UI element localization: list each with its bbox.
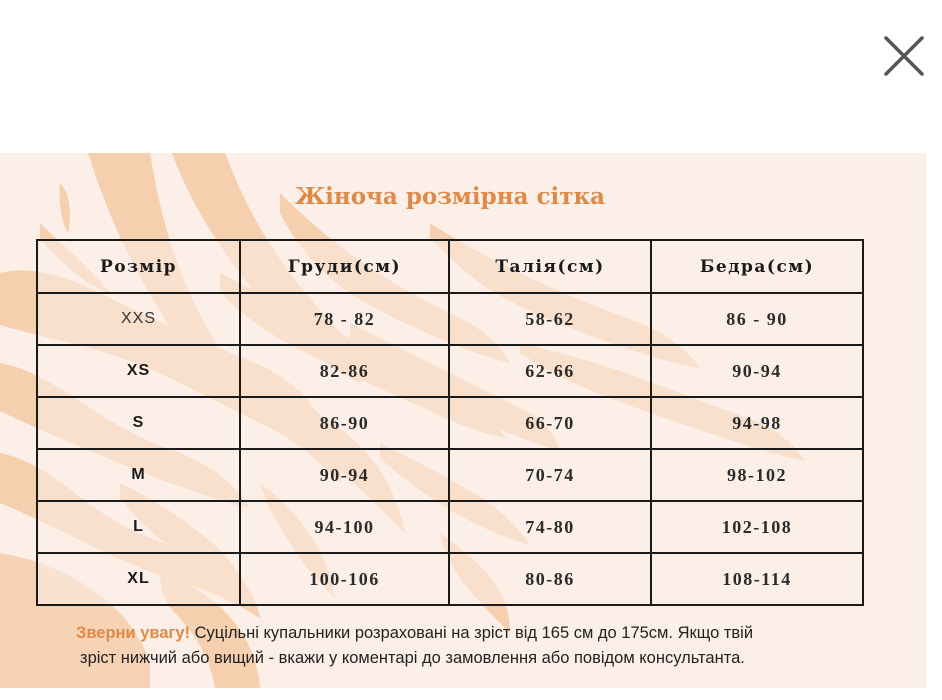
- chart-title: Жіноча розмірна сітка: [295, 183, 605, 210]
- hips-cell: 102-108: [651, 501, 863, 553]
- size-cell: L: [37, 501, 240, 553]
- waist-cell: 70-74: [449, 449, 651, 501]
- note-line-1: Суцільні купальники розраховані на зріст від 165 см до 175см. Якщо твій: [190, 624, 754, 642]
- column-header-hips: Бедра(см): [651, 240, 863, 293]
- waist-cell: 58-62: [449, 293, 651, 345]
- hips-cell: 98-102: [651, 449, 863, 501]
- bust-cell: 86-90: [240, 397, 449, 449]
- waist-cell: 80-86: [449, 553, 651, 605]
- bust-cell: 82-86: [240, 345, 449, 397]
- hips-cell: 86 - 90: [651, 293, 863, 345]
- table-row: [37, 553, 863, 605]
- column-header-waist: Талія(см): [449, 240, 651, 293]
- table-row: [37, 345, 863, 397]
- waist-cell: 74-80: [449, 501, 651, 553]
- bust-cell: 94-100: [240, 501, 449, 553]
- bust-cell: 90-94: [240, 449, 449, 501]
- bust-cell: 78 - 82: [240, 293, 449, 345]
- size-chart-image: [0, 153, 926, 688]
- table-row: [37, 501, 863, 553]
- table-row: [37, 449, 863, 501]
- size-table: [36, 239, 864, 606]
- column-header-size: Розмір: [37, 240, 240, 293]
- size-cell: XS: [37, 345, 240, 397]
- fit-note: [76, 621, 876, 671]
- close-button[interactable]: [880, 32, 928, 80]
- size-cell: XL: [37, 553, 240, 605]
- size-cell: S: [37, 397, 240, 449]
- bust-cell: 100-106: [240, 553, 449, 605]
- size-cell: M: [37, 449, 240, 501]
- note-attention-label: Зверни увагу!: [76, 624, 191, 642]
- table-row: [37, 293, 863, 345]
- waist-cell: 62-66: [449, 345, 651, 397]
- hips-cell: 90-94: [651, 345, 863, 397]
- column-header-bust: Груди(см): [240, 240, 449, 293]
- size-cell: XXS: [37, 293, 240, 345]
- table-row: [37, 397, 863, 449]
- waist-cell: 66-70: [449, 397, 651, 449]
- note-line-2: зріст нижчий або вищий - вкажи у коментарі до замовлення або повідом консультанта.: [80, 649, 745, 667]
- hips-cell: 94-98: [651, 397, 863, 449]
- hips-cell: 108-114: [651, 553, 863, 605]
- table-header-row: [37, 240, 863, 293]
- close-icon: [880, 32, 928, 80]
